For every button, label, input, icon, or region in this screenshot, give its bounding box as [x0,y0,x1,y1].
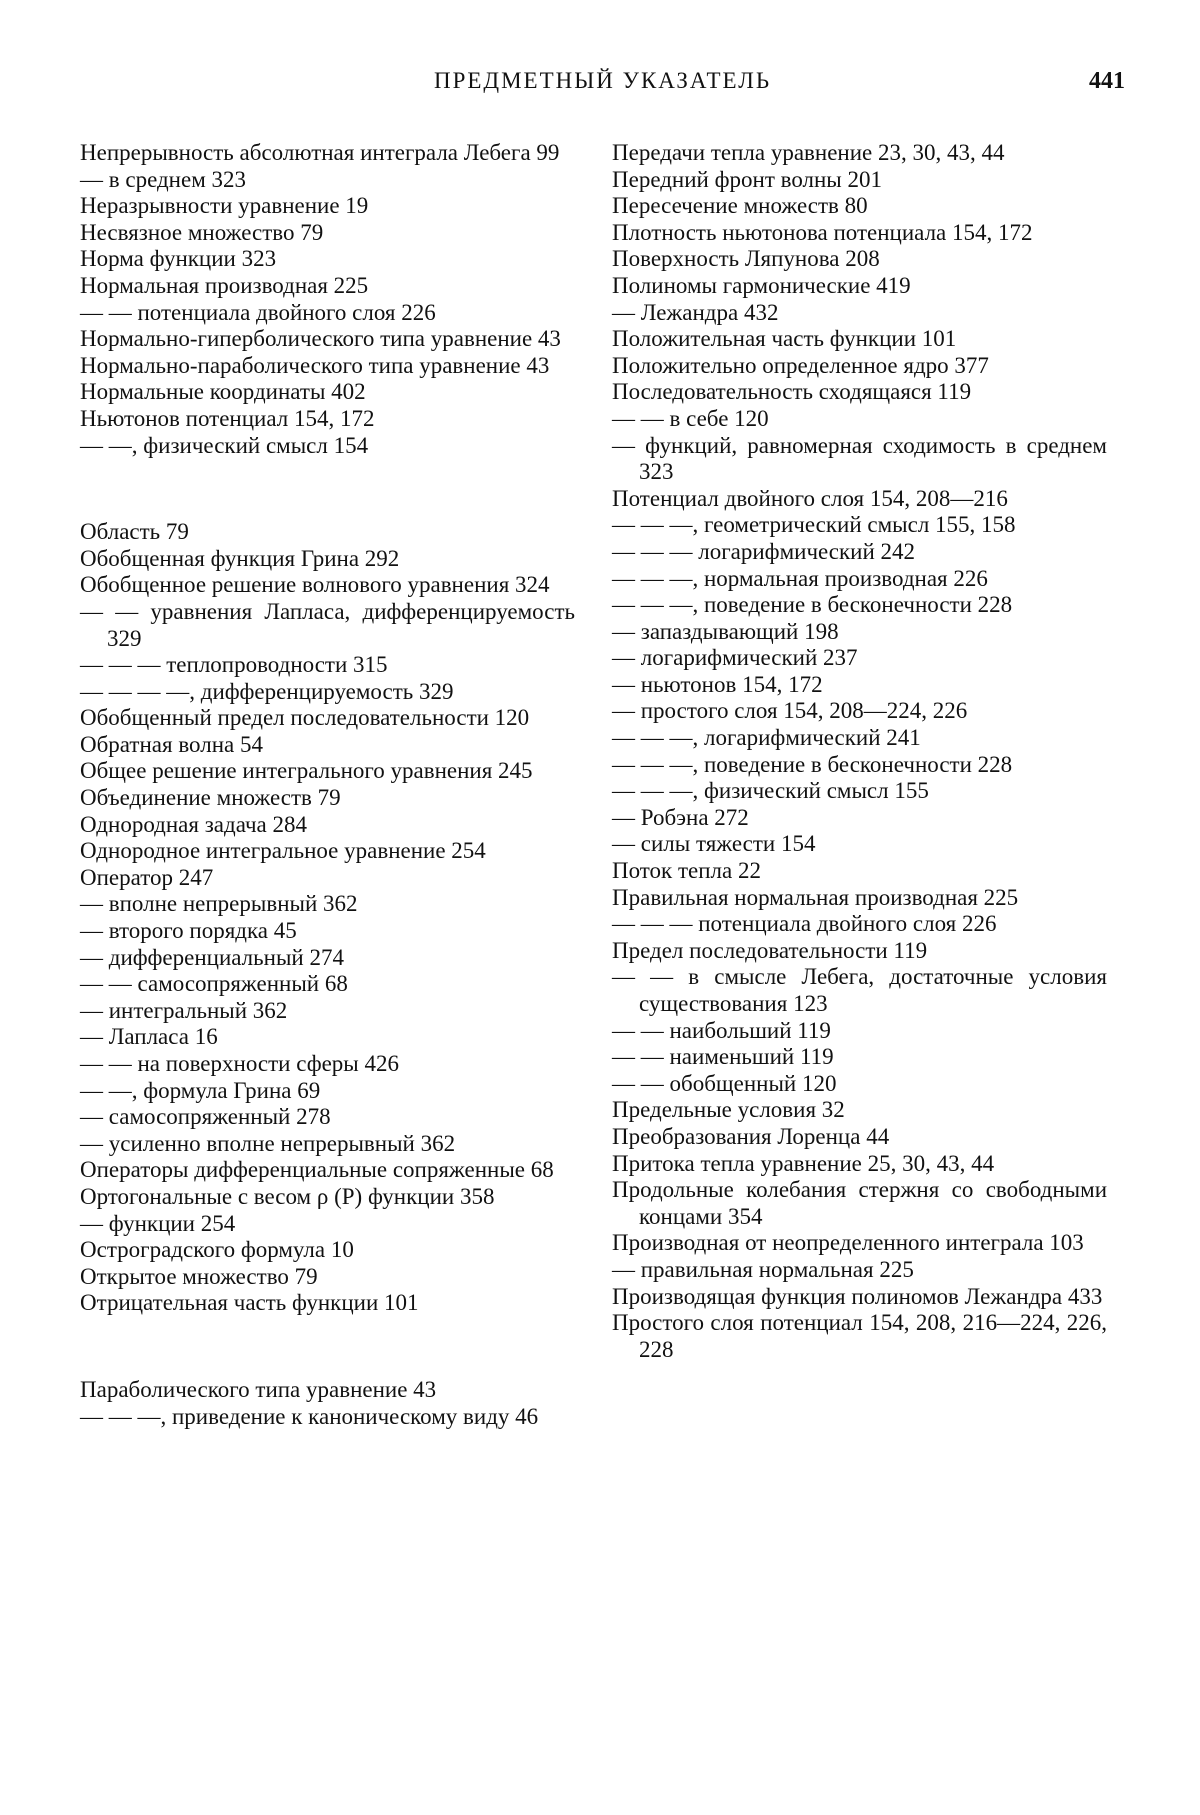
index-entry: — дифференциальный 274 [80,944,344,970]
index-entry: Ньютонов потенциал 154, 172 [80,405,375,431]
index-entry: Поток тепла 22 [612,858,761,884]
index-entry: Несвязное множество 79 [80,219,324,245]
index-entry: Потенциал двойного слоя 154, 208—216 [612,485,1008,511]
index-entry: — — — —, дифференцируемость 329 [80,678,454,704]
page-header [80,68,1125,108]
section-gap [80,1333,575,1361]
index-entry: Операторы дифференциальные сопряженные 68 [80,1157,554,1183]
index-entry: Остроградского формула 10 [80,1237,354,1263]
index-entry: — запаздывающий 198 [612,618,839,644]
index-entry: — интегральный 362 [80,997,288,1023]
index-entry: Нормальная производная 225 [80,272,369,298]
index-entry: — —, физический смысл 154 [80,432,369,458]
index-entry: — второго порядка 45 [80,918,297,944]
index-entry: Преобразования Лоренца 44 [612,1123,890,1149]
index-column-right [612,140,1107,1363]
index-entry: — усиленно вполне непрерывный 362 [80,1130,456,1156]
index-entry: Оператор 247 [80,864,214,890]
index-entry: Положительно определенное ядро 377 [612,352,989,378]
index-entry: Правильная нормальная производная 225 [612,884,1019,910]
index-entry: Параболического типа уравнение 43 [80,1376,437,1402]
index-entry: — — — теплопроводности 315 [80,652,388,678]
index-entry: Производящая функция полиномов Лежандра 433 [612,1283,1103,1309]
index-entry: — Лапласа 16 [80,1024,218,1050]
index-entry: Поверхность Ляпунова 208 [612,246,880,272]
index-entry: Производная от неопределенного интеграла 103 [612,1230,1084,1256]
index-entry: — — обобщенный 120 [612,1070,837,1096]
index-entry: — — —, нормальная производная 226 [612,565,988,591]
index-entry: — самосопряженный 278 [80,1104,331,1130]
index-entry: — функций, равномерная сходимость в среднем 323 [612,432,1107,485]
index-entry: Предел последовательности 119 [612,937,928,963]
index-entry: Притока тепла уравнение 25, 30, 43, 44 [612,1150,995,1176]
index-entry: Общее решение интегрального уравнения 245 [80,758,533,784]
page-title: ПРЕДМЕТНЫЙ УКАЗАТЕЛЬ [433,68,772,93]
index-entry: Норма функции 323 [80,246,277,272]
index-entry: — вполне непрерывный 362 [80,891,358,917]
index-entry: — Робэна 272 [612,804,749,830]
index-entry: Пересечение множеств 80 [612,193,868,219]
index-entry: Полиномы гармонические 419 [612,272,911,298]
index-entry: — —, формула Грина 69 [80,1077,321,1103]
index-entry: Отрицательная часть функции 101 [80,1290,419,1316]
section-gap [80,475,575,503]
index-entry: — — наибольший 119 [612,1017,831,1043]
index-entry: Однородное интегральное уравнение 254 [80,838,486,864]
index-entry: — — —, приведение к каноническому виду 46 [80,1403,539,1429]
index-entry: Предельные условия 32 [612,1097,845,1123]
index-entry: Неразрывности уравнение 19 [80,193,369,219]
index-entry: Нормально-гиперболического типа уравнение 43 [80,326,561,352]
index-entry: Передачи тепла уравнение 23, 30, 43, 44 [612,140,1005,165]
index-entry: — правильная нормальная 225 [612,1256,914,1282]
index-entry: Однородная задача 284 [80,811,308,837]
index-entry: Простого слоя потенциал 154, 208, 216—224, 226, 228 [612,1310,1107,1362]
index-entry: — — —, поведение в бесконечности 228 [612,751,1013,777]
index-entry: — логарифмический 237 [612,645,858,671]
index-entry: — — на поверхности сферы 426 [80,1051,400,1076]
index-entry: — в среднем 323 [80,166,246,192]
index-entry: Открытое множество 79 [80,1263,318,1289]
index-entry: — — —, логарифмический 241 [612,725,921,751]
index-entry: — силы тяжести 154 [612,831,816,857]
index-entry: — — наименьший 119 [612,1044,834,1070]
index-entry: Ортогональные с весом ρ (P) функции 358 [80,1183,495,1209]
page-number: 441 [1089,68,1125,94]
index-entry: — — уравнения Лапласа, дифференцируемость 329 [80,598,575,651]
index-entry: Обобщенная функция Грина 292 [80,545,400,571]
index-entry: — — — логарифмический 242 [612,538,916,564]
index-entry: Нормальные координаты 402 [80,379,366,405]
index-entry: — — — потенциала двойного слоя 226 [612,911,997,937]
index-entry: Область 79 [80,519,189,545]
index-entry: Объединение множеств 79 [80,785,341,811]
index-entry: Плотность ньютонова потенциала 154, 172 [612,219,1033,245]
index-entry: — функции 254 [80,1210,236,1236]
index-entry: Продольные колебания стержня со свободными концами 354 [612,1177,1107,1229]
index-entry: Обратная волна 54 [80,731,263,757]
index-entry: — простого слоя 154, 208—224, 226 [612,698,968,724]
index-entry: — — в себе 120 [612,405,769,431]
index-entry: — — самосопряженный 68 [80,971,348,997]
index-entry: — Лежандра 432 [612,299,779,325]
index-entry: Последовательность сходящаяся 119 [612,379,972,405]
index-entry: Обобщенный предел последовательности 120 [80,705,530,731]
index-entry: Положительная часть функции 101 [612,326,957,352]
index-entry: Передний фронт волны 201 [612,166,883,192]
index-entry: — — —, физический смысл 155 [612,778,929,804]
index-entry: Обобщенное решение волнового уравнения 324 [80,572,550,598]
index-entry: — ньютонов 154, 172 [612,671,823,697]
index-entry: — — в смысле Лебега, достаточные условия существования 123 [612,964,1107,1016]
index-entry: — — потенциала двойного слоя 226 [80,299,436,325]
index-entry: Непрерывность абсолютная интеграла Лебега 99 [80,140,560,165]
index-entry: Нормально-параболического типа уравнение 43 [80,352,550,378]
index-column-left [80,140,575,1430]
index-entry: — — —, геометрический смысл 155, 158 [612,512,1016,538]
index-entry: — — —, поведение в бесконечности 228 [612,592,1013,618]
